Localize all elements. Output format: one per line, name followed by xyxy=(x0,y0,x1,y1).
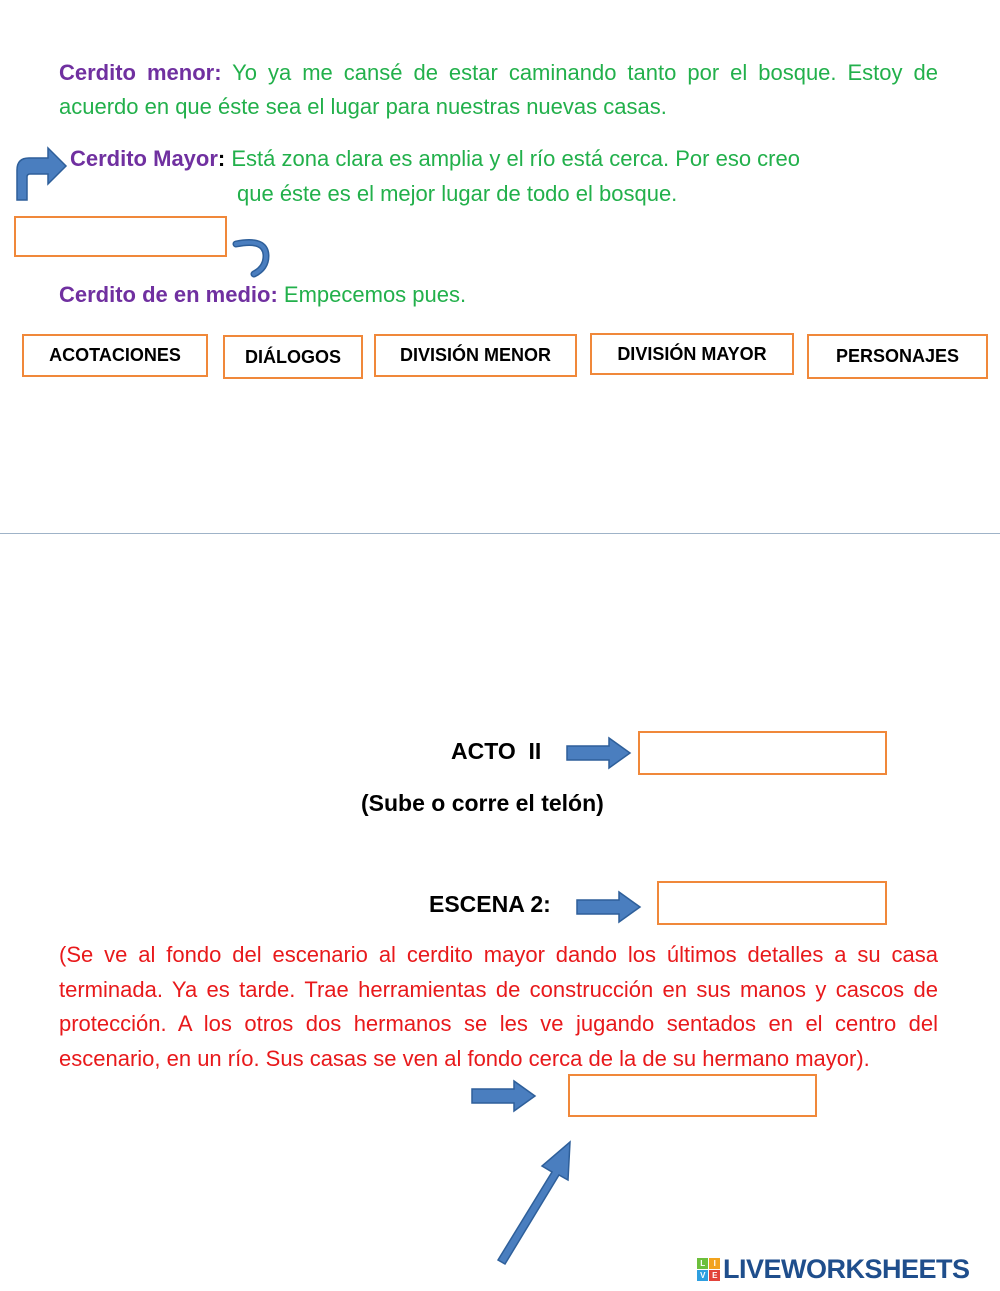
speaker-cerdito-medio: Cerdito de en medio: xyxy=(59,282,278,307)
stage-direction: (Se ve al fondo del escenario al cerdito mayor dando los últimos detalles a su casa terminada. Ya es tarde. Trae herramientas de construcción en sus manos y cascos de protección. A los otros dos hermanos se les ve jugando sentados en el centro del escenario, en un río. Sus casas se ven al fondo cerca de la de su hermano mayor). xyxy=(59,942,938,1071)
logo-mark-letter: V xyxy=(697,1270,708,1281)
curved-arrow-icon xyxy=(12,140,70,204)
answer-box-stage-direction[interactable] xyxy=(568,1074,817,1117)
hook-arrow-icon xyxy=(228,234,278,282)
dialogue-line-2 xyxy=(70,142,940,176)
logo-mark-letter: L xyxy=(697,1258,708,1269)
speaker-cerdito-menor: Cerdito menor: xyxy=(59,60,222,85)
logo-text: LIVEWORKSHEETS xyxy=(723,1254,970,1284)
right-arrow-icon xyxy=(470,1079,538,1113)
scene-label: ESCENA 2: xyxy=(429,891,551,917)
option-personajes[interactable]: PERSONAJES xyxy=(807,334,988,379)
liveworksheets-logo xyxy=(697,1254,970,1285)
right-arrow-icon xyxy=(575,890,643,924)
answer-box-character[interactable] xyxy=(14,216,227,257)
dialogue-text-1: Yo ya me cansé de estar caminando tanto por el bosque. Estoy de acuerdo en que éste sea el lugar para nuestras nuevas casas. xyxy=(59,60,938,119)
diagonal-arrow-icon xyxy=(490,1136,580,1266)
curtain-direction: (Sube o corre el telón) xyxy=(361,790,604,816)
dialogue-line-1 xyxy=(59,56,938,124)
logo-mark-letter: E xyxy=(709,1270,720,1281)
option-dialogos[interactable]: DIÁLOGOS xyxy=(223,335,363,379)
act-label: ACTO II xyxy=(451,738,542,764)
option-division-mayor[interactable]: DIVISIÓN MAYOR xyxy=(590,333,794,375)
option-division-menor[interactable]: DIVISIÓN MENOR xyxy=(374,334,577,377)
dialogue-line-3 xyxy=(59,278,759,312)
logo-mark-icon xyxy=(697,1258,720,1281)
speaker-colon: : xyxy=(217,146,226,171)
dialogue-text-3: Empecemos pues. xyxy=(277,282,467,307)
dialogue-text-2a: Está zona clara es amplia y el río está cerca. Por eso creo xyxy=(225,146,800,171)
option-acotaciones[interactable]: ACOTACIONES xyxy=(22,334,208,377)
logo-mark-letter: I xyxy=(709,1258,720,1269)
right-arrow-icon xyxy=(565,736,633,770)
dialogue-text-2b: que éste es el mejor lugar de todo el bosque. xyxy=(237,181,678,206)
speaker-cerdito-mayor: Cerdito Mayor xyxy=(70,146,218,171)
answer-box-scene[interactable] xyxy=(657,881,887,925)
answer-box-act[interactable] xyxy=(638,731,887,775)
page-divider xyxy=(0,533,1000,534)
